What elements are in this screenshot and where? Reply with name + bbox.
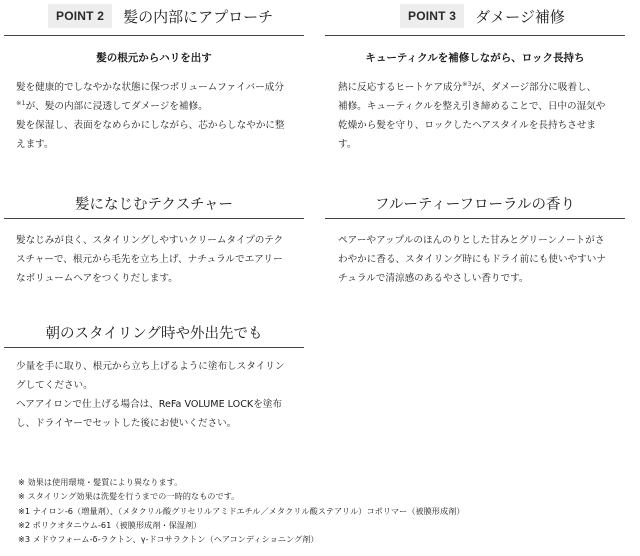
point3-line3: 乾燥から髪を守り、ロックしたヘアスタイルを長持ちさせま — [338, 120, 596, 131]
point3-title: ダメージ補修 — [475, 7, 565, 26]
point3-divider — [325, 35, 625, 36]
scent-line1: ペアーやアップルのほんのりとした甘みとグリーンノートがさ — [338, 235, 605, 246]
texture-line3: なボリュームヘアをつくりだします。 — [16, 273, 178, 284]
point3-subhead: キューティクルを補修しながら、ロック長持ち — [365, 52, 585, 64]
morning-line2: グしてください。 — [16, 380, 93, 391]
morning-line1: 少量を手に取り、根元から立ち上げるように塗布しスタイリン — [16, 361, 285, 372]
point2-title: 髪の内部にアプローチ — [123, 7, 274, 26]
point2-line4: えます。 — [16, 139, 54, 150]
footnote-item: ※ スタイリング効果は洗髪を行うまでの一時的なものです。 — [18, 491, 240, 502]
texture-title: 髪になじむテクスチャー — [74, 197, 234, 213]
scent-line2: わやかに香る、スタイリング時にもドライ前にも使いやすいナ — [338, 254, 606, 265]
point2-footnote-ref: ※1 — [16, 98, 26, 107]
scent-line3: チュラルで清涼感のあるやさしい香りです。 — [338, 273, 529, 284]
morning-line4: し、ドライヤーでセットした後にお使いください。 — [16, 418, 237, 429]
point2-subhead: 髪の根元からハリを出す — [96, 52, 212, 64]
point3-footnote-ref: ※3 — [462, 79, 472, 88]
footnote-item: ※3 メドウフォーム-δ-ラクトン、γ-ドコサラクトン（ヘアコンディショニング剤） — [18, 534, 319, 545]
scent-body — [338, 231, 628, 288]
point2-line2: が、髪の内部に浸透してダメージを補修。 — [25, 101, 208, 112]
point3-header — [400, 4, 565, 28]
point3-line1a: 熱に反応するヒートケア成分 — [338, 82, 463, 93]
texture-divider — [4, 218, 304, 219]
point3-line1b: が、ダメージ部分に吸着し、 — [471, 82, 597, 93]
point2-body — [16, 78, 306, 154]
scent-divider — [325, 218, 625, 219]
point2-line2-wrap — [16, 97, 306, 116]
point2-header — [48, 4, 273, 28]
point2-line1: 髪を健康的でしなやかな状態に保つボリュームファイバー成分 — [16, 82, 284, 93]
footnote-item: ※ 効果は使用環境・髪質により異なります。 — [18, 477, 183, 487]
texture-line2: スチャーで、根元から毛先を立ち上げ、ナチュラルでエアリー — [16, 254, 283, 265]
point2-badge: POINT 2 — [48, 4, 112, 28]
point2-line3: 髪を保湿し、表面をなめらかにしながら、芯からしなやかに整 — [16, 120, 285, 131]
texture-line1: 髪なじみが良く、スタイリングしやすいクリームタイプのテク — [16, 235, 284, 246]
texture-body — [16, 231, 306, 288]
morning-title: 朝のスタイリング時や外出先でも — [45, 326, 263, 342]
morning-divider — [4, 347, 304, 348]
morning-body — [16, 357, 306, 433]
morning-line3: ヘアアイロンで仕上げる場合は、ReFa VOLUME LOCKを塗布 — [16, 399, 283, 410]
point3-badge: POINT 3 — [400, 4, 464, 28]
point2-divider — [4, 35, 304, 36]
point3-line2: 補修。キューティクルを整え引き締めることで、日中の湿気や — [338, 101, 606, 112]
point3-line1-wrap — [338, 78, 628, 97]
footnotes — [18, 475, 465, 546]
footnote-item: ※1 ナイロン-6（増量剤）、（メタクリル酸グリセリルアミドエチル／メタクリル酸ステアリル）コポリマー（被膜形成剤） — [18, 505, 465, 516]
point3-line4: す。 — [338, 139, 357, 150]
point3-body — [338, 78, 628, 154]
footnote-item: ※2 ポリクオタニウム-61（被膜形成剤・保湿剤） — [18, 519, 202, 530]
scent-title: フルーティーフローラルの香り — [374, 197, 576, 213]
